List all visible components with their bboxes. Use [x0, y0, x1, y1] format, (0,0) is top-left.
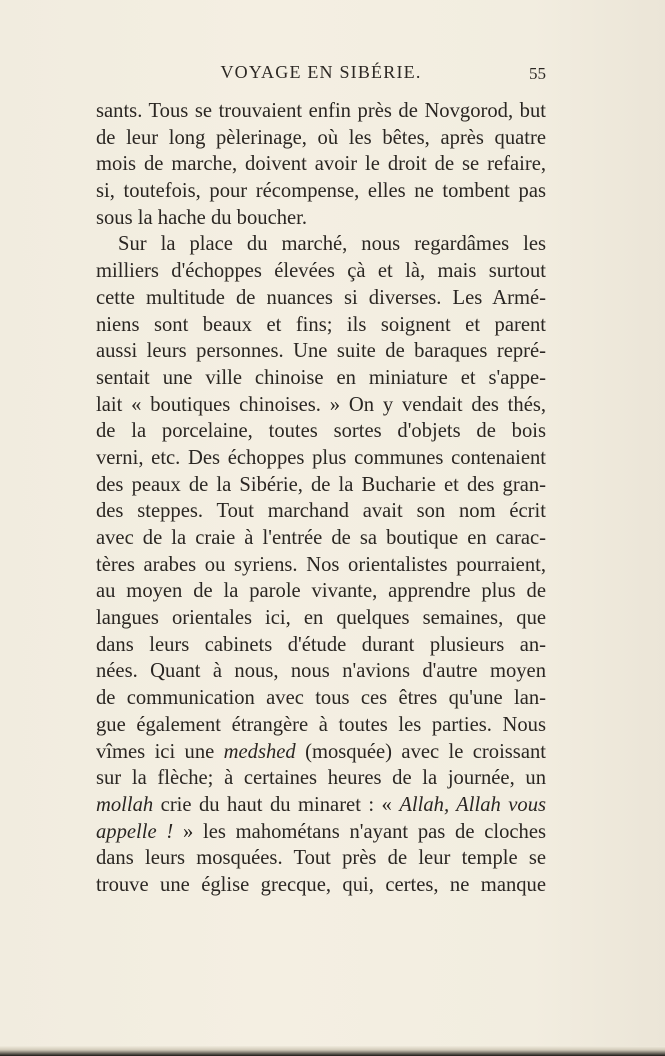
text-line-15: des peaux de la Sibérie, de la Bucharie et des gran- — [96, 473, 546, 496]
text-line-21: dans leurs cabinets d'étude durant plusieurs an- — [96, 633, 546, 656]
text-line-10: aussi leurs personnes. Une suite de baraques repré- — [96, 340, 546, 363]
text-line-23: de communication avec tous ces êtres qu'une lan- — [96, 687, 546, 710]
italic-quote: Allah, Allah vous — [399, 793, 547, 816]
text-run: (mosquée) avec le croissant — [295, 740, 546, 763]
italic-quote: appelle ! — [96, 820, 174, 843]
body-text — [96, 98, 546, 899]
text-line-20: langues orientales ici, en quelques semaines, que — [96, 607, 546, 630]
text-line-19: au moyen de la parole vivante, apprendre plus de — [96, 580, 546, 603]
text-line-1: sants. Tous se trouvaient enfin près de Novgorod, but — [96, 100, 546, 122]
text-line-22: nées. Quant à nous, nous n'avions d'autre moyen — [96, 660, 546, 683]
text-line-3: mois de marche, doivent avoir le droit de se refaire, — [96, 153, 546, 176]
text-run: crie du haut du minaret : « — [153, 793, 400, 816]
text-run: » les mahométans n'ayant pas de cloches — [173, 820, 546, 843]
italic-term-mollah: mollah — [96, 793, 154, 816]
text-line-2: de leur long pèlerinage, où les bêtes, après quatre — [96, 126, 546, 149]
page-header — [96, 58, 546, 88]
text-line-29: dans leurs mosquées. Tout près de leur temple se — [96, 847, 546, 870]
text-line-4: si, toutefois, pour récompense, elles ne tombent pas — [96, 180, 546, 203]
page-number: 55 — [529, 64, 546, 83]
text-line-18: tères arabes ou syriens. Nos orientalistes pourraient, — [96, 553, 546, 576]
text-run: vîmes ici une — [96, 740, 224, 763]
text-line-12: lait « boutiques chinoises. » On y vendait des thés, — [96, 393, 546, 416]
text-line-24: gue également étrangère à toutes les parties. Nous — [96, 713, 546, 736]
text-line-17: avec de la craie à l'entrée de sa boutique en carac- — [96, 527, 546, 549]
text-line-30: trouve une église grecque, qui, certes, ne manque — [96, 873, 546, 896]
text-line-28 — [96, 819, 546, 846]
text-line-25 — [96, 739, 546, 766]
text-line-16: des steppes. Tout marchand avait son nom écrit — [96, 500, 546, 523]
italic-term-medshed: medshed — [223, 740, 296, 763]
text-line-14: verni, etc. Des échoppes plus communes contenaient — [96, 446, 546, 469]
text-line-6: Sur la place du marché, nous regardâmes les — [118, 233, 546, 256]
text-line-9: niens sont beaux et fins; ils soignent et parent — [96, 313, 546, 336]
page-bottom-edge — [0, 1046, 665, 1056]
text-line-5: sous la hache du boucher. — [96, 206, 308, 229]
text-line-13: de la porcelaine, toutes sortes d'objets de bois — [96, 420, 546, 443]
text-line-7: milliers d'échoppes élevées çà et là, mais surtout — [96, 260, 546, 283]
running-title: VOYAGE EN SIBÉRIE. — [220, 62, 422, 82]
text-line-11: sentait une ville chinoise en miniature et s'appe- — [96, 366, 546, 389]
text-line-27 — [96, 792, 546, 819]
text-line-26: sur la flèche; à certaines heures de la journée, un — [96, 767, 546, 790]
text-line-8: cette multitude de nuances si diverses. Les Armé- — [96, 286, 546, 309]
